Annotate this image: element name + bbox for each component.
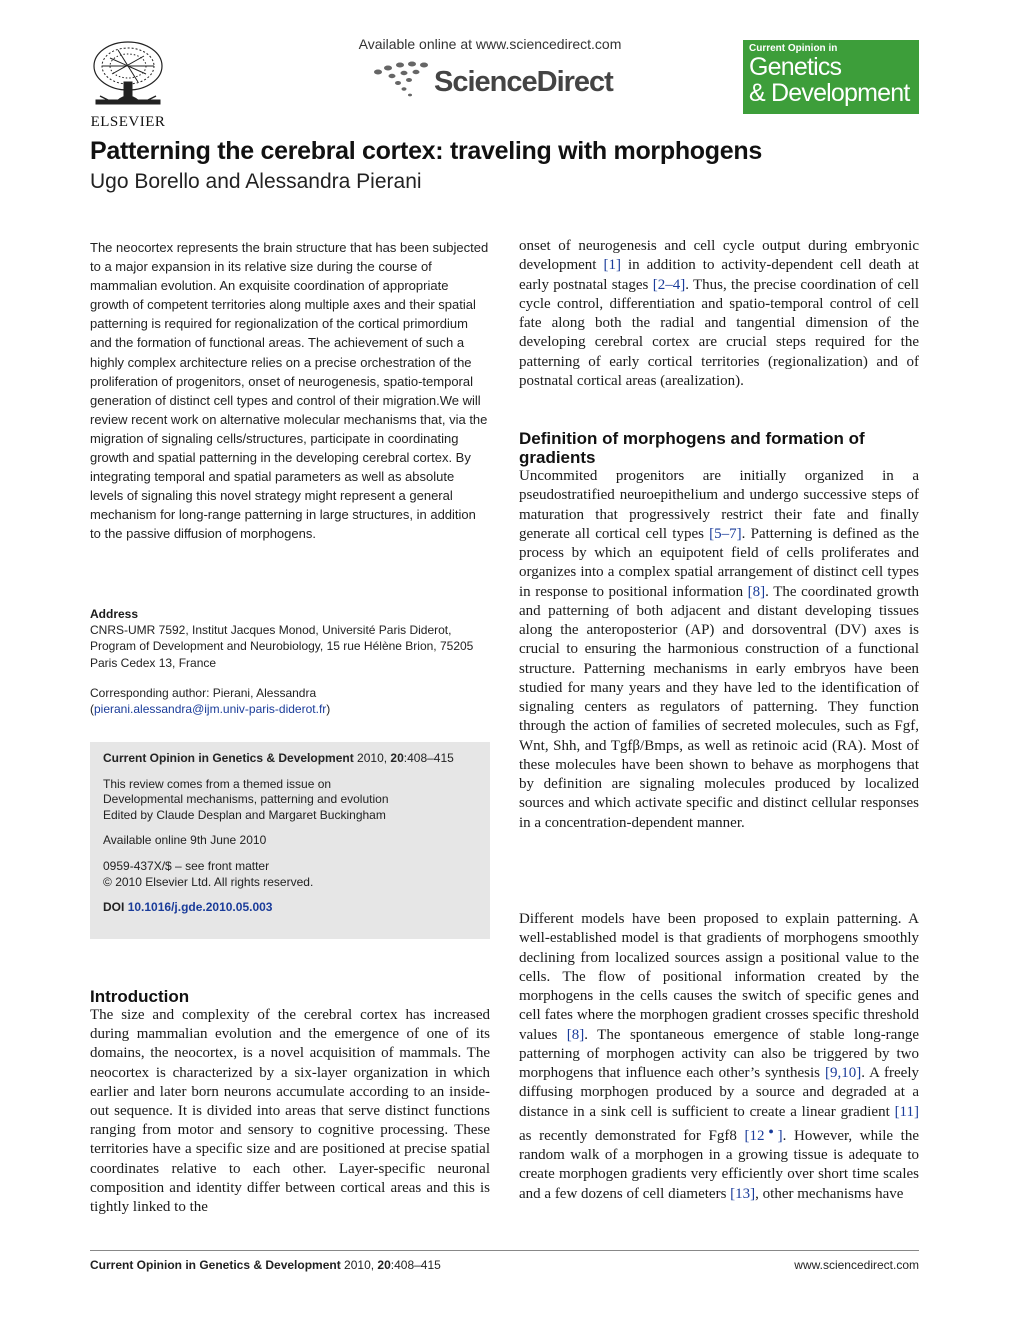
article-authors: Ugo Borello and Alessandra Pierani bbox=[90, 170, 422, 193]
journal-badge-line1: Current Opinion in bbox=[749, 43, 838, 54]
infobox-year: 2010, bbox=[357, 751, 388, 765]
available-online-text: Available online at www.sciencedirect.com bbox=[358, 36, 622, 52]
infobox-volume: 20 bbox=[390, 751, 404, 765]
citation-number: [12 bbox=[744, 1127, 765, 1144]
intro-paragraph: The size and complexity of the cerebral cortex has increased during mammalian evolution and the emergence of one of its domains, the neocortex, is a novel acquisition of mammals. The neocortex is characterized by a six-layer organization in which earlier and later born neurons accumulate according to an inside-out sequence. It is divided into areas that serve distinct functions ranging from motor and sensory to cognitive processing. These territories have a specific size and are positioned at precise spatial coordinates relative to each other. Layer-specific neuronal composition and identity differ between cortical areas and this is tightly linked to the bbox=[90, 1007, 490, 1216]
infobox-themed-line: Developmental mechanisms, patterning and evolution bbox=[103, 792, 389, 807]
citation-link[interactable]: [9,10] bbox=[824, 1065, 862, 1081]
bullet-icon: ● bbox=[764, 1125, 778, 1136]
body-paragraph-2 bbox=[519, 467, 919, 833]
citation-link[interactable] bbox=[744, 1125, 783, 1144]
footer-volume: 20 bbox=[377, 1258, 391, 1272]
infobox-issn: 0959-437X/$ – see front matter bbox=[103, 858, 270, 873]
footer-citation bbox=[90, 1258, 441, 1272]
text-run: in addition to activity-dependent cell death at early postnatal stages bbox=[519, 257, 919, 293]
text-run: . However, while the random walk of a morphogen in a growing tissue is adequate to create morphogen gradients very efficiently over short time scales and a few dozens of cell diameters bbox=[519, 1127, 919, 1202]
infobox-journal: Current Opinion in Genetics & Development bbox=[103, 751, 354, 765]
citation-link[interactable]: [5–7] bbox=[709, 525, 742, 542]
text-run: . The coordinated growth and patterning of both adjacent and distant developing tissues along the anteroposterior (AP) and dorsoventral (DV) axes is crucial to ensuring the harmonious construction of a functional structure. Patterning mechanisms in early embryos have been studied for many years and they have led to the identification of signaling centers as regulators of patterning. They function through the action of families of secreted molecules, such as Fgf, Wnt, Shh, and Tgfβ/Bmps, as well as retinoic acid (RA). Most of these molecules have been shown to behave as morphogens that by definition are signaling molecules produced by localized sources and which activate specific and distinct cellular responses in a concentration-dependent manner. bbox=[519, 583, 919, 831]
journal-badge-line3: & Development bbox=[749, 79, 910, 107]
elsevier-wordmark: ELSEVIER bbox=[90, 114, 166, 130]
infobox-pages: :408–415 bbox=[403, 751, 454, 765]
body-paragraph-3 bbox=[519, 910, 919, 1204]
footer-pages: :408–415 bbox=[390, 1258, 441, 1272]
corresponding-label: Corresponding author: Pierani, Alessandra bbox=[90, 686, 317, 700]
corresponding-email-line: (pierani.alessandra@ijm.univ-paris-diderot.fr) bbox=[90, 702, 331, 716]
footer-divider bbox=[90, 1250, 919, 1251]
body-paragraph-1 bbox=[519, 237, 919, 391]
citation-link[interactable]: [11] bbox=[894, 1103, 919, 1120]
text-run: as recently demonstrated for Fgf8 bbox=[519, 1127, 745, 1144]
citation-link[interactable]: [1] bbox=[603, 257, 621, 274]
corresponding-email-link[interactable]: pierani.alessandra@ijm.univ-paris-diderot.fr bbox=[94, 702, 327, 716]
address-line: CNRS-UMR 7592, Institut Jacques Monod, Université Paris Diderot, bbox=[90, 623, 452, 637]
elsevier-tree-icon bbox=[88, 38, 168, 112]
infobox-copyright: 2010 Elsevier Ltd. All rights reserved. bbox=[115, 874, 314, 889]
citation-link[interactable]: [8] bbox=[747, 583, 766, 600]
section-heading-morphogens: Definition of morphogens and formation of gradients bbox=[519, 429, 865, 467]
citation-link[interactable]: [2–4] bbox=[652, 276, 686, 293]
article-title: Patterning the cerebral cortex: traveling with morphogens bbox=[90, 137, 762, 165]
footer-website[interactable]: www.sciencedirect.com bbox=[794, 1258, 919, 1272]
infobox-doi-line bbox=[103, 900, 477, 916]
text-run: . A freely diffusing morphogen produced by a source and degraded at a distance in a sink cell is sufficient to create a linear gradient bbox=[519, 1065, 919, 1120]
infobox-doi-label: DOI bbox=[103, 900, 125, 915]
sciencedirect-dots-icon bbox=[372, 58, 434, 102]
citation-link[interactable]: [8] bbox=[566, 1026, 585, 1043]
infobox-citation bbox=[103, 751, 477, 767]
address-line: Program of Development and Neurobiology, 15 rue Hélène Brion, 75205 bbox=[90, 639, 474, 654]
abstract: The neocortex represents the brain structure that has been subjected to a major expansion in its relative size during the course of mammalian evolution. An exquisite coordination of appropriate growth of competent territories along multiple axes and their spatial patterning is required for regionalization of the cortical primordium and the formation of functional areas. The achievement of such a highly complex architecture relies on a precise orchestration of the proliferation of progenitors, onset of neurogenesis, spatio-temporal generation of distinct cell types and control of their migration.We will review recent work on alternative molecular mechanisms that, via the migration of signaling cells/structures, participate in coordinating growth and spatial patterning in the developing cerebral cortex. By integrating temporal and spatial parameters as well as absolute levels of signaling this novel strategy might represent a general mechanism for long-range patterning in large structures, in addition to the passive diffusion of morphogens. bbox=[90, 240, 489, 542]
elsevier-logo bbox=[82, 38, 174, 130]
text-run: Uncommited progenitors are initially organized in a pseudostratified neuroepithelium and undergo successive steps of maturation that progressively restrict their fate and finally generate all cortical cell types bbox=[519, 468, 919, 542]
text-run: onset of neurogenesis and cell cycle output during embryonic development bbox=[519, 238, 919, 274]
text-run: , other mechanisms have bbox=[755, 1185, 904, 1202]
footer-journal: Current Opinion in Genetics & Development bbox=[90, 1258, 341, 1272]
text-run: . The spontaneous emergence of stable long-range patterning of morphogen activity can also be triggered by two morphogens that influence each other’s synthesis bbox=[519, 1026, 919, 1081]
address-line: Paris Cedex 13, France bbox=[90, 655, 217, 670]
infobox-copyright-line bbox=[103, 875, 477, 891]
article-info-box bbox=[90, 742, 490, 939]
citation-bracket: ] bbox=[777, 1127, 783, 1144]
text-run: . Patterning is defined as the process by which an equipotent field of cells proliferates and organizes into a complex spatial arrangement of distinct cell types in response to positional information bbox=[519, 525, 919, 600]
footer-year: 2010, bbox=[344, 1258, 375, 1272]
text-run: . Thus, the precise coordination of cell cycle control, differentiation and spatio-temporal control of cell fate along both the radial and tangential dimension of the developing cerebral cortex are crucial steps required for the patterning of early cortical territories (regionalization) and of postnatal cortical areas (arealization). bbox=[519, 276, 919, 389]
intro-heading: Introduction bbox=[90, 987, 190, 1006]
address-text bbox=[90, 622, 495, 671]
infobox-available: Available online 9th June 2010 bbox=[103, 833, 267, 848]
corresponding-author bbox=[90, 685, 495, 717]
journal-badge bbox=[743, 40, 919, 114]
sciencedirect-wordmark: ScienceDirect bbox=[434, 66, 613, 98]
infobox-themed-line: This review comes from a themed issue on bbox=[103, 776, 332, 791]
citation-link[interactable]: [13] bbox=[730, 1185, 756, 1202]
text-run: Different models have been proposed to explain patterning. A well-established model is that gradients of morphogens smoothly declining from localized sources assign a positional value to the cells. The flow of positional information created by the morphogens in the cells causes the switch of specific genes and cell fates where the morphogen gradient crosses specific threshold values bbox=[519, 911, 919, 1043]
address-heading: Address bbox=[90, 607, 139, 621]
sciencedirect-logo bbox=[372, 58, 622, 102]
infobox-themed-line: Edited by Claude Desplan and Margaret Buckingham bbox=[103, 807, 386, 822]
journal-badge-line2: Genetics bbox=[749, 53, 842, 81]
infobox-doi-link[interactable]: 10.1016/j.gde.2010.05.003 bbox=[127, 900, 273, 915]
copyright-icon: © bbox=[103, 874, 112, 889]
